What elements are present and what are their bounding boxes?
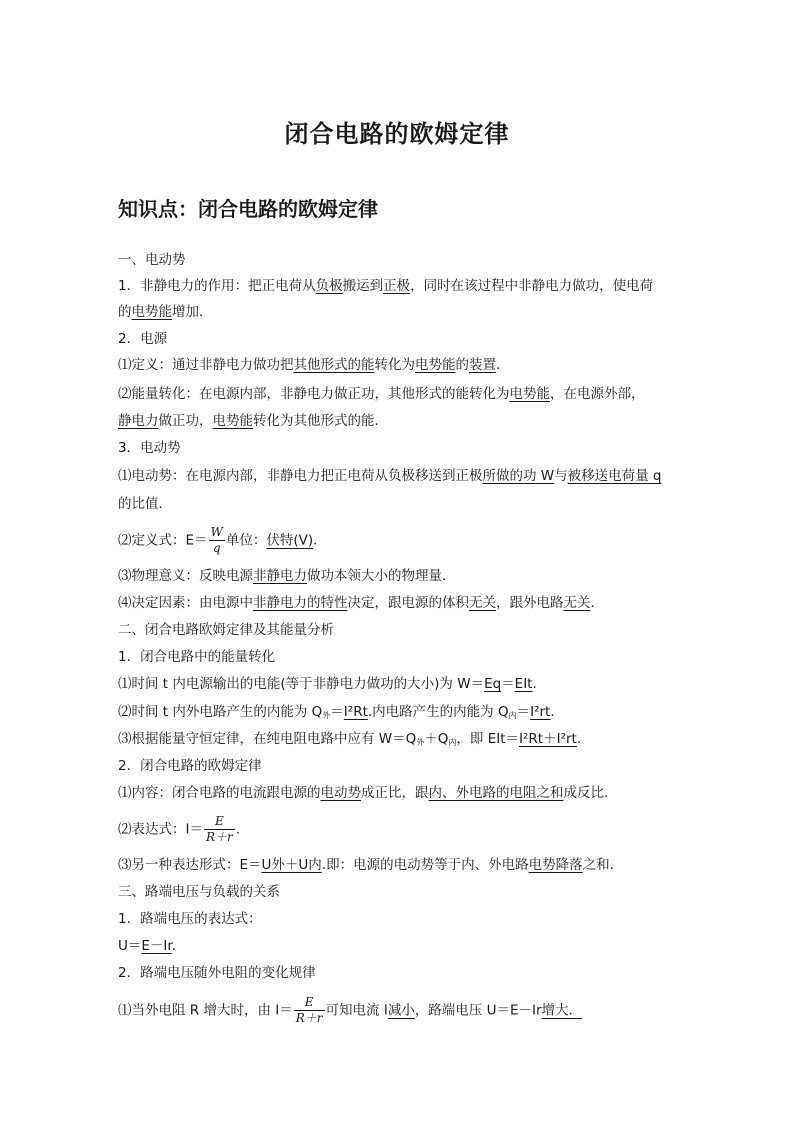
heading-emf: 一、电动势 xyxy=(118,252,186,268)
formula-line: ⑵表达式：I＝ $\frac{E}{R+r}$ . xyxy=(118,814,241,844)
paragraph: U＝E－Ir. xyxy=(118,938,177,954)
paragraph: 2．闭合电路的欧姆定律 xyxy=(118,758,262,774)
paragraph: 静电力做正功，电势能转化为其他形式的能． xyxy=(118,413,388,429)
paragraph: 2．电源 xyxy=(118,331,168,347)
paragraph: ⑴定义：通过非静电力做功把其他形式的能转化为电势能的装置． xyxy=(118,357,510,373)
heading-ohm-law: 二、闭合电路欧姆定律及其能量分析 xyxy=(118,622,334,638)
paragraph: 2．路端电压随外电阻的变化规律 xyxy=(118,965,316,981)
paragraph: ⑴电动势：在电源内部，非静电力把正电荷从负极移送到正极所做的功 W与被移送电荷量 q xyxy=(118,468,662,484)
formula-line: ⑵定义式：E＝ $\frac{W}{q}$ 单位：伏特(V)． xyxy=(118,525,327,555)
paragraph: ⑴时间 t 内电源输出的电能(等于非静电力做功的大小)为 W＝Eq＝EIt. xyxy=(118,676,537,692)
fraction: $\frac{E}{R+r}$ xyxy=(295,995,323,1025)
section-heading: 知识点：闭合电路的欧姆定律 xyxy=(118,197,378,221)
paragraph: ⑶另一种表达形式：E＝U外＋U内.即：电源的电动势等于内、外电路电势降落之和． xyxy=(118,857,624,873)
fraction: $\frac{W}{q}$ xyxy=(210,525,223,555)
paragraph: ⑵能量转化：在电源内部，非静电力做正功，其他形式的能转化为电势能，在电源外部， xyxy=(118,386,645,402)
heading-terminal-voltage: 三、路端电压与负载的关系 xyxy=(118,884,280,900)
paragraph: 1．闭合电路中的能量转化 xyxy=(118,649,276,665)
paragraph: ⑷决定因素：由电源中非静电力的特性决定，跟电源的体积无关，跟外电路无关． xyxy=(118,595,604,611)
paragraph: ⑴内容：闭合电路的电流跟电源的电动势成正比，跟内、外电路的电阻之和成反比． xyxy=(118,785,618,801)
paragraph: ⑶物理意义：反映电源非静电力做功本领大小的物理量． xyxy=(118,568,456,584)
paragraph: ⑶根据能量守恒定律，在纯电阻电路中应有 $W=Q_外+Q_内$，即 EIt＝I²Rt＋I²rt. xyxy=(118,731,582,747)
formula-line: ⑴当外电阻 R 增大时，由 I＝ $\frac{E}{R+r}$ 可知电流 I减小，路端电压 U＝E－Ir增大． xyxy=(118,995,583,1025)
fraction: $\frac{E}{R+r}$ xyxy=(205,814,233,844)
paragraph: 1．路端电压的表达式： xyxy=(118,911,262,927)
paragraph: 3．电动势 xyxy=(118,440,181,456)
paragraph: 的电势能增加． xyxy=(118,304,213,320)
paragraph: 的比值． xyxy=(118,496,172,512)
paragraph: 1．非静电力的作用：把正电荷从负极搬运到正极，同时在该过程中非静电力做功，使电荷 xyxy=(118,278,654,294)
paragraph: ⑵时间 t 内外电路产生的内能为 $Q_外=I^2Rt$.内电路产生的内能为 $Q_内=I^2rt$. xyxy=(118,704,555,720)
page-title: 闭合电路的欧姆定律 xyxy=(284,120,510,148)
